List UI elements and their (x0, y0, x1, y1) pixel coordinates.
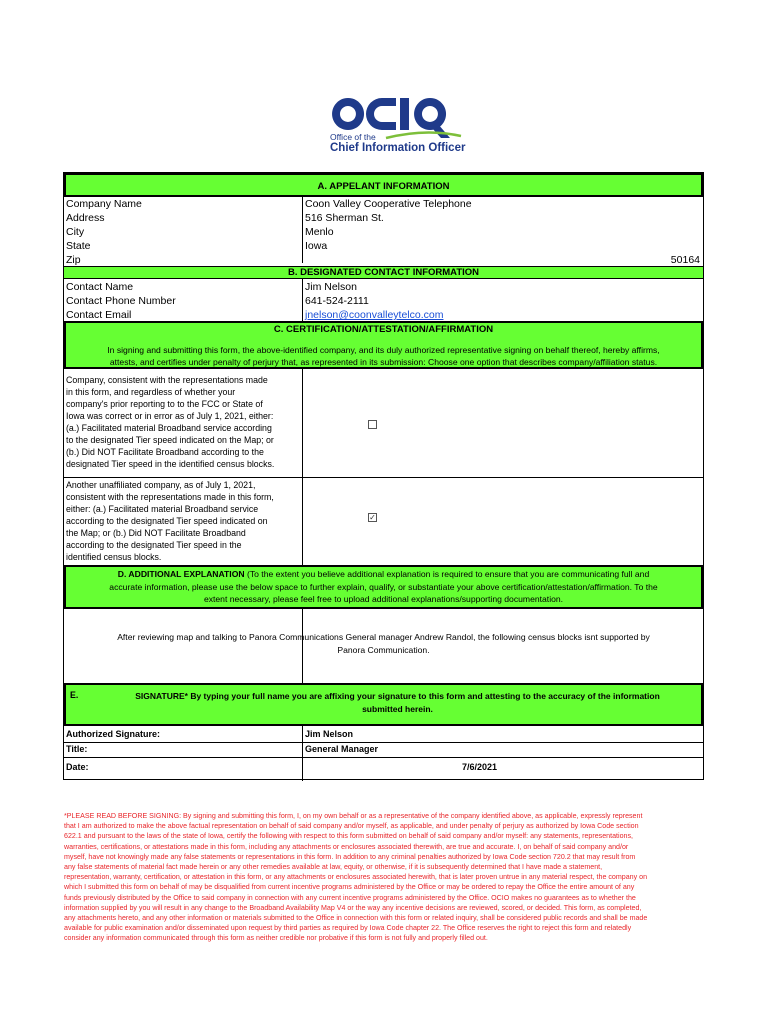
section-d-instructions (66, 568, 701, 606)
disclaimer-line: consider any information communicated through this form as neither credible nor probative if this form is not fully and properly filled out. (64, 934, 488, 943)
label-contact-email: Contact Email (66, 309, 132, 321)
disclaimer-line: representation, warranty, certification, or attestation in this form, or any attachments or enclosures associated herewith, that is later proven untrue in any material respect, the company on (64, 873, 648, 882)
option-company-checkbox[interactable] (368, 420, 377, 429)
label-title: Title: (66, 744, 88, 754)
section-c-heading: C. CERTIFICATION/ATTESTATION/AFFIRMATION (273, 324, 494, 335)
explanation-line-1: After reviewing map and talking to Panora Communications General manager Andrew Randol, the following census blocks isnt supported by (117, 632, 650, 642)
option-company-line: (a.) Facilitated material Broadband service according (66, 423, 272, 433)
section-d-line-1 (66, 568, 701, 581)
option-company-line: company's prior reporting to to the FCC or State of (66, 399, 263, 409)
value-address: 516 Sherman St. (305, 212, 384, 224)
label-zip: Zip (66, 254, 81, 266)
explanation-line-2: Panora Communication. (337, 645, 430, 655)
section-d-header (64, 565, 703, 609)
value-contact-name: Jim Nelson (305, 281, 357, 293)
label-state: State (66, 240, 91, 252)
value-state: Iowa (305, 240, 328, 252)
option-company-line: (b.) Did NOT Facilitate Broadband according to the (66, 447, 264, 457)
option-unaffiliated-line: according to the designated Tier speed in the (66, 540, 242, 550)
disclaimer-line: any false statements of material fact made herein or any other remedies available at law, equity, or otherwise, if it is subsequently determined that I have made a statement, (64, 863, 603, 872)
label-contact-name: Contact Name (66, 281, 134, 293)
logo-subtitle: Office of the (330, 132, 376, 142)
disclaimer-line: myself, have not knowingly made any false statements or representations in this form. In addition to any criminal penalties authorized by Iowa Code section 720.2 that may result from (64, 852, 636, 861)
label-city: City (66, 226, 85, 238)
section-e-heading (92, 690, 703, 716)
option-company-line: designated Tier speed in the identified census blocks. (66, 459, 275, 469)
value-company-name: Coon Valley Cooperative Telephone (305, 198, 472, 210)
option-unaffiliated-line: identified census blocks. (66, 552, 162, 562)
option-unaffiliated-line: consistent with the representations made in this form, (66, 492, 274, 502)
section-d-line-2: accurate information, please use the below space to further explain, qualify, or substantiate your above certification/attestation/affirmation. To the (109, 581, 658, 592)
section-d-line-3: extent necessary, please feel free to upload additional explanations/supporting documentation. (203, 594, 564, 604)
option-unaffiliated-line: according to the designated Tier speed indicated on (66, 516, 268, 526)
value-zip: 50164 (670, 254, 700, 266)
label-authorized-signature: Authorized Signature: (66, 729, 160, 739)
section-c-intro-line-1: In signing and submitting this form, the above-identified company, and its duly authorized representative signing on behalf thereof, hereby affirms, (107, 345, 660, 355)
section-a-header (64, 173, 703, 197)
label-address: Address (66, 212, 105, 224)
section-e-heading-line-2: submitted herein. (362, 704, 433, 714)
section-c-intro (66, 344, 701, 368)
section-e-heading-line-1: SIGNATURE* By typing your full name you are affixing your signature to this form and attesting to the accuracy of the information (135, 691, 660, 701)
disclaimer-line: that I am authorized to make the above factual representation on behalf of said company and/or myself, as applicable, and under penalty of perjury as authorized by Iowa Code section (64, 822, 639, 831)
option-unaffiliated-checkbox[interactable]: ✓ (369, 513, 376, 522)
disclaimer-line: 622.1 and pursuant to the laws of the state of Iowa, certify the following with respect to this form submitted on behalf of said company and/or myself: any statements, representations, (64, 832, 633, 841)
option-company-line: in this form, and regardless of whether your (66, 387, 236, 397)
option-company-text (66, 374, 274, 470)
disclaimer-text (64, 811, 704, 944)
option-unaffiliated-line: either: (a.) Facilitated material Broadband service (66, 504, 259, 514)
signature-field[interactable]: Jim Nelson (305, 729, 354, 739)
section-b-heading: B. DESIGNATED CONTACT INFORMATION (287, 267, 480, 278)
disclaimer-line: funds previously distributed by the Office to said company in connection with any current incentive programs administered by the Office. OCIO makes no guarantees as to whether the (64, 893, 636, 902)
explanation-text[interactable] (64, 631, 703, 657)
disclaimer-line: *PLEASE READ BEFORE SIGNING: By signing and submitting this form, I, on my own behalf or as a representative of the company identified above, as applicable, expressly represent (64, 812, 643, 820)
option-company-line: to the designated Tier speed indicated on the Map; or (66, 435, 274, 445)
section-b-header (64, 266, 703, 279)
disclaimer-line: available for public examination and/or disseminated upon request by third parties as required by Iowa Code chapter 22. The Office reserves the right to reject this form and relatedly (64, 924, 632, 933)
label-contact-phone: Contact Phone Number (66, 295, 176, 307)
option-company-line: Iowa was correct or in error as of July 1, 2021, either: (66, 411, 274, 421)
section-e-header (64, 683, 703, 726)
logo-title: Chief Information Officer (330, 142, 466, 154)
section-c-header (64, 321, 703, 369)
value-contact-phone: 641-524-2111 (305, 295, 369, 307)
label-company-name: Company Name (66, 198, 142, 210)
title-field[interactable]: General Manager (305, 744, 379, 754)
section-d-heading-rest: (To the extent you believe additional explanation is required to ensure that you are communicating full and (244, 569, 650, 579)
appeal-form (63, 172, 704, 780)
value-city: Menlo (305, 226, 334, 238)
label-date: Date: (66, 762, 89, 772)
disclaimer-line: warranties, certifications, or attestations made in this form, including any attachments or enclosures associated therewith, are true and accurate. I, on behalf of said company and/or (64, 842, 629, 851)
option-company-line: Company, consistent with the representations made (66, 375, 268, 385)
date-field[interactable]: 7/6/2021 (462, 762, 498, 772)
contact-email-link[interactable]: jnelson@coonvalleytelco.com (305, 309, 444, 321)
option-unaffiliated-line: the Map; or (b.) Did NOT Facilitate Broadband (66, 528, 246, 538)
section-e-letter: E. (70, 690, 79, 700)
disclaimer-line: which I submitted this form on behalf of may be disqualified from current incentive programs administered by the Office or may be ordered to repay the Office the entire amount of any (64, 883, 635, 892)
section-a-heading: A. APPELANT INFORMATION (317, 181, 450, 192)
disclaimer-line: information supplied by you will result in any change to the Broadband Availability Map V4 or the way any incentive decisions are reviewed, scored, or decided. This form, as completed, (64, 903, 642, 912)
option-unaffiliated-line: Another unaffiliated company, as of July 1, 2021, (66, 480, 256, 490)
option-unaffiliated-text (66, 479, 274, 563)
section-c-intro-line-2: attests, and certifies under penalty of perjury that, as represented in its submission: Choose one option that describes company/affiliation status. (109, 357, 658, 367)
disclaimer-line: any attachments hereto, and any other information or materials submitted to the Office in connection with this form or related inquiry, shall be considered public records and shall be made (64, 914, 648, 923)
section-d-heading: D. ADDITIONAL EXPLANATION (117, 569, 245, 579)
